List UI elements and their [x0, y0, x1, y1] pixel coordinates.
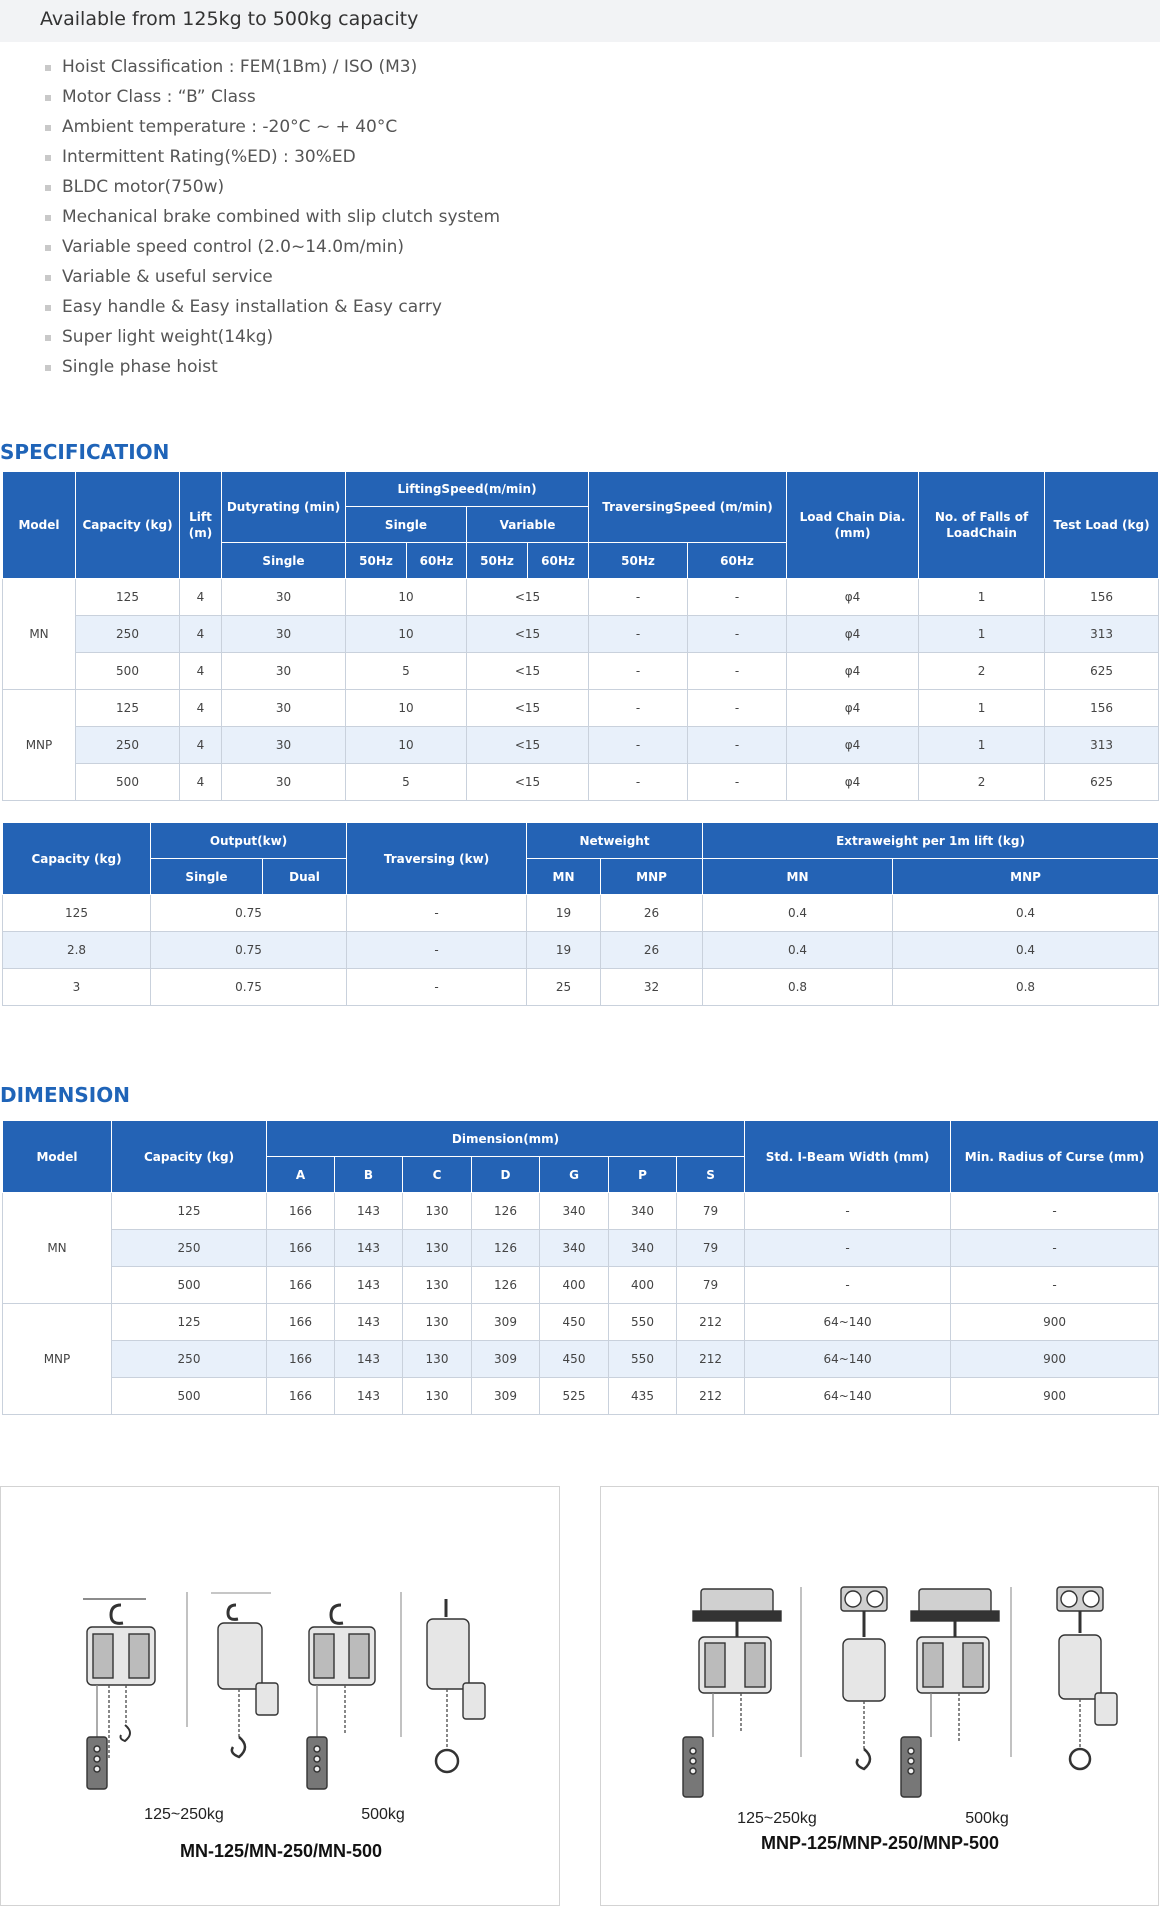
radius-cell: 900	[951, 1378, 1159, 1415]
feature-item	[45, 292, 500, 322]
table-row	[3, 1193, 1159, 1230]
capacity-cell: 500	[112, 1267, 267, 1304]
dutyrating-cell: 30	[222, 653, 346, 690]
table-row	[3, 1304, 1159, 1341]
radius-cell: 900	[951, 1341, 1159, 1378]
feature-item	[45, 112, 500, 142]
dim-a-cell: 166	[267, 1304, 335, 1341]
lifting-variable-cell: <15	[467, 764, 589, 801]
dim-p-cell: 340	[609, 1230, 677, 1267]
header-dim-s: S	[677, 1157, 745, 1193]
traverse-60hz-cell: -	[688, 653, 787, 690]
test-load-cell: 625	[1045, 653, 1159, 690]
table-row	[3, 579, 1159, 616]
dim-s-cell: 79	[677, 1193, 745, 1230]
ibeam-cell: 64~140	[745, 1304, 951, 1341]
dutyrating-cell: 30	[222, 690, 346, 727]
square-bullet-icon	[45, 185, 51, 191]
mn-series-drawing	[0, 1486, 560, 1906]
table-row	[3, 932, 1159, 969]
load-chain-cell: φ4	[787, 579, 919, 616]
load-chain-cell: φ4	[787, 690, 919, 727]
header-load-chain: Load Chain Dia.(mm)	[787, 472, 919, 579]
feature-text: Ambient temperature : -20°C ~ + 40°C	[62, 117, 398, 137]
traverse-50hz-cell: -	[589, 690, 688, 727]
extraweight-mn-cell: 0.8	[703, 969, 893, 1006]
header-dim-b: B	[335, 1157, 403, 1193]
header-lift-single: Single	[346, 507, 467, 543]
traversing-cell: -	[347, 932, 527, 969]
lifting-variable-cell: <15	[467, 727, 589, 764]
dim-a-cell: 166	[267, 1341, 335, 1378]
feature-text: Variable & useful service	[62, 267, 273, 287]
square-bullet-icon	[45, 275, 51, 281]
lift-cell: 4	[180, 690, 222, 727]
model-cell: MNP	[3, 690, 76, 801]
dim-a-cell: 166	[267, 1378, 335, 1415]
load-chain-cell: φ4	[787, 764, 919, 801]
capacity-cell: 125	[112, 1193, 267, 1230]
header-dimension: Dimension(mm)	[267, 1121, 745, 1157]
feature-text: Super light weight(14kg)	[62, 327, 274, 347]
feature-text: Single phase hoist	[62, 357, 218, 377]
header-model: Model	[3, 472, 76, 579]
dim-d-cell: 126	[472, 1230, 540, 1267]
traversing-cell: -	[347, 895, 527, 932]
capacity-cell: 500	[76, 653, 180, 690]
square-bullet-icon	[45, 305, 51, 311]
header-falls: No. of Falls of LoadChain	[919, 472, 1045, 579]
output-weight-table	[2, 822, 1159, 1006]
dim-s-cell: 79	[677, 1230, 745, 1267]
dim-p-cell: 435	[609, 1378, 677, 1415]
header-output-dual: Dual	[263, 859, 347, 895]
square-bullet-icon	[45, 365, 51, 371]
header-lifting-speed: LiftingSpeed(m/min)	[346, 472, 589, 507]
lifting-variable-cell: <15	[467, 690, 589, 727]
dim-d-cell: 126	[472, 1193, 540, 1230]
lifting-single-cell: 10	[346, 579, 467, 616]
lift-cell: 4	[180, 579, 222, 616]
dim-b-cell: 143	[335, 1193, 403, 1230]
capacity-cell: 125	[3, 895, 151, 932]
feature-text: Hoist Classification : FEM(1Bm) / ISO (M3)	[62, 57, 418, 77]
dim-b-cell: 143	[335, 1304, 403, 1341]
radius-cell: -	[951, 1230, 1159, 1267]
capacity-cell: 250	[76, 727, 180, 764]
table-row	[3, 727, 1159, 764]
load-chain-cell: φ4	[787, 616, 919, 653]
feature-item	[45, 232, 500, 262]
falls-cell: 1	[919, 690, 1045, 727]
dim-a-cell: 166	[267, 1193, 335, 1230]
feature-text: Variable speed control (2.0~14.0m/min)	[62, 237, 405, 257]
test-load-cell: 156	[1045, 579, 1159, 616]
table-row	[3, 653, 1159, 690]
header-netweight: Netweight	[527, 823, 703, 859]
feature-text: Motor Class : “B” Class	[62, 87, 256, 107]
header-capacity: Capacity (kg)	[76, 472, 180, 579]
header-lift-single-60hz: 60Hz	[407, 543, 467, 579]
square-bullet-icon	[45, 95, 51, 101]
dim-b-cell: 143	[335, 1341, 403, 1378]
header-traversing-speed: TraversingSpeed (m/min)	[589, 472, 787, 543]
dim-g-cell: 450	[540, 1304, 609, 1341]
falls-cell: 1	[919, 579, 1045, 616]
model-cell: MNP	[3, 1304, 112, 1415]
traverse-50hz-cell: -	[589, 653, 688, 690]
capacity-cell: 500	[112, 1378, 267, 1415]
page-title: Available from 125kg to 500kg capacity	[40, 8, 419, 30]
square-bullet-icon	[45, 65, 51, 71]
dim-p-cell: 340	[609, 1193, 677, 1230]
header-duty-single: Single	[222, 543, 346, 579]
feature-item	[45, 172, 500, 202]
capacity-cell: 250	[112, 1230, 267, 1267]
dim-g-cell: 450	[540, 1341, 609, 1378]
falls-cell: 1	[919, 616, 1045, 653]
header-output-single: Single	[151, 859, 263, 895]
header-lift-single-50hz: 50Hz	[346, 543, 407, 579]
mn-hoist-diagram	[1, 1487, 561, 1907]
feature-text: Mechanical brake combined with slip clutch system	[62, 207, 501, 227]
traverse-60hz-cell: -	[688, 764, 787, 801]
capacity-cell: 500	[76, 764, 180, 801]
mnp-series-drawing	[600, 1486, 1159, 1906]
dim-c-cell: 130	[403, 1341, 472, 1378]
dim-d-cell: 309	[472, 1378, 540, 1415]
dim-p-cell: 550	[609, 1341, 677, 1378]
dim-a-cell: 166	[267, 1267, 335, 1304]
dimension-title: DIMENSION	[0, 1083, 130, 1107]
feature-item	[45, 202, 500, 232]
test-load-cell: 625	[1045, 764, 1159, 801]
load-chain-cell: φ4	[787, 653, 919, 690]
capacity-cell: 125	[112, 1304, 267, 1341]
dim-p-cell: 550	[609, 1304, 677, 1341]
table-row	[3, 1267, 1159, 1304]
feature-item	[45, 322, 500, 352]
traverse-50hz-cell: -	[589, 727, 688, 764]
dim-s-cell: 212	[677, 1304, 745, 1341]
specification-title: SPECIFICATION	[0, 440, 170, 464]
mn-caption: MN-125/MN-250/MN-500	[179, 1841, 383, 1861]
header-output: Output(kw)	[151, 823, 347, 859]
dutyrating-cell: 30	[222, 616, 346, 653]
header-dim-p: P	[609, 1157, 677, 1193]
lift-cell: 4	[180, 616, 222, 653]
mnp-hoist-diagram	[601, 1487, 1160, 1907]
header-extraweight-mn: MN	[703, 859, 893, 895]
traverse-60hz-cell: -	[688, 727, 787, 764]
lift-cell: 4	[180, 653, 222, 690]
lifting-single-cell: 10	[346, 616, 467, 653]
header-capacity: Capacity (kg)	[3, 823, 151, 895]
feature-item	[45, 52, 500, 82]
test-load-cell: 313	[1045, 616, 1159, 653]
dim-c-cell: 130	[403, 1378, 472, 1415]
dim-b-cell: 143	[335, 1267, 403, 1304]
dim-s-cell: 212	[677, 1341, 745, 1378]
netweight-mn-cell: 25	[527, 969, 601, 1006]
header-traverse-60hz: 60Hz	[688, 543, 787, 579]
ibeam-cell: -	[745, 1193, 951, 1230]
large-capacity-label: 500kg	[965, 1810, 1009, 1827]
falls-cell: 2	[919, 653, 1045, 690]
dim-s-cell: 212	[677, 1378, 745, 1415]
square-bullet-icon	[45, 155, 51, 161]
dim-g-cell: 400	[540, 1267, 609, 1304]
netweight-mnp-cell: 26	[601, 895, 703, 932]
table-row	[3, 1378, 1159, 1415]
table-row	[3, 616, 1159, 653]
square-bullet-icon	[45, 245, 51, 251]
feature-item	[45, 262, 500, 292]
output-cell: 0.75	[151, 932, 347, 969]
dim-d-cell: 126	[472, 1267, 540, 1304]
mnp-caption: MNP-125/MNP-250/MNP-500	[760, 1833, 1000, 1853]
extraweight-mn-cell: 0.4	[703, 895, 893, 932]
feature-item	[45, 352, 500, 382]
output-cell: 0.75	[151, 895, 347, 932]
dim-g-cell: 525	[540, 1378, 609, 1415]
header-netweight-mn: MN	[527, 859, 601, 895]
lifting-single-cell: 10	[346, 690, 467, 727]
capacity-cell: 125	[76, 690, 180, 727]
header-model: Model	[3, 1121, 112, 1193]
square-bullet-icon	[45, 335, 51, 341]
test-load-cell: 313	[1045, 727, 1159, 764]
dim-g-cell: 340	[540, 1193, 609, 1230]
lifting-single-cell: 5	[346, 764, 467, 801]
falls-cell: 2	[919, 764, 1045, 801]
netweight-mn-cell: 19	[527, 895, 601, 932]
header-lift: Lift (m)	[180, 472, 222, 579]
feature-item	[45, 82, 500, 112]
dim-p-cell: 400	[609, 1267, 677, 1304]
extraweight-mnp-cell: 0.4	[893, 932, 1159, 969]
feature-item	[45, 142, 500, 172]
table-row	[3, 1341, 1159, 1378]
netweight-mn-cell: 19	[527, 932, 601, 969]
header-dutyrating: Dutyrating (min)	[222, 472, 346, 543]
traverse-60hz-cell: -	[688, 616, 787, 653]
traverse-50hz-cell: -	[589, 616, 688, 653]
specification-table	[2, 471, 1159, 801]
header-dim-c: C	[403, 1157, 472, 1193]
square-bullet-icon	[45, 125, 51, 131]
table-row	[3, 1230, 1159, 1267]
falls-cell: 1	[919, 727, 1045, 764]
header-extraweight-mnp: MNP	[893, 859, 1159, 895]
ibeam-cell: -	[745, 1230, 951, 1267]
ibeam-cell: 64~140	[745, 1341, 951, 1378]
capacity-banner	[0, 0, 1160, 42]
ibeam-cell: -	[745, 1267, 951, 1304]
lift-cell: 4	[180, 764, 222, 801]
header-dim-a: A	[267, 1157, 335, 1193]
feature-text: Intermittent Rating(%ED) : 30%ED	[62, 147, 356, 167]
dim-b-cell: 143	[335, 1378, 403, 1415]
netweight-mnp-cell: 26	[601, 932, 703, 969]
netweight-mnp-cell: 32	[601, 969, 703, 1006]
dim-d-cell: 309	[472, 1304, 540, 1341]
table-row	[3, 895, 1159, 932]
dim-c-cell: 130	[403, 1193, 472, 1230]
feature-list	[45, 52, 500, 382]
dutyrating-cell: 30	[222, 764, 346, 801]
capacity-cell: 2.8	[3, 932, 151, 969]
traverse-60hz-cell: -	[688, 579, 787, 616]
dim-g-cell: 340	[540, 1230, 609, 1267]
lift-cell: 4	[180, 727, 222, 764]
large-capacity-label: 500kg	[361, 1806, 405, 1823]
lifting-single-cell: 5	[346, 653, 467, 690]
dim-d-cell: 309	[472, 1341, 540, 1378]
header-dim-d: D	[472, 1157, 540, 1193]
traverse-50hz-cell: -	[589, 579, 688, 616]
header-radius: Min. Radius of Curse (mm)	[951, 1121, 1159, 1193]
table-row	[3, 690, 1159, 727]
lifting-variable-cell: <15	[467, 579, 589, 616]
radius-cell: -	[951, 1193, 1159, 1230]
radius-cell: -	[951, 1267, 1159, 1304]
lifting-single-cell: 10	[346, 727, 467, 764]
header-lift-variable: Variable	[467, 507, 589, 543]
radius-cell: 900	[951, 1304, 1159, 1341]
header-traversing: Traversing (kw)	[347, 823, 527, 895]
dim-c-cell: 130	[403, 1304, 472, 1341]
traverse-60hz-cell: -	[688, 690, 787, 727]
dim-a-cell: 166	[267, 1230, 335, 1267]
capacity-cell: 250	[112, 1341, 267, 1378]
dim-c-cell: 130	[403, 1267, 472, 1304]
header-ibeam: Std. I-Beam Width (mm)	[745, 1121, 951, 1193]
header-dim-g: G	[540, 1157, 609, 1193]
feature-text: BLDC motor(750w)	[62, 177, 225, 197]
lifting-variable-cell: <15	[467, 653, 589, 690]
traversing-cell: -	[347, 969, 527, 1006]
test-load-cell: 156	[1045, 690, 1159, 727]
lifting-variable-cell: <15	[467, 616, 589, 653]
square-bullet-icon	[45, 215, 51, 221]
load-chain-cell: φ4	[787, 727, 919, 764]
extraweight-mnp-cell: 0.4	[893, 895, 1159, 932]
header-lift-variable-60hz: 60Hz	[528, 543, 589, 579]
output-cell: 0.75	[151, 969, 347, 1006]
header-traverse-50hz: 50Hz	[589, 543, 688, 579]
dutyrating-cell: 30	[222, 727, 346, 764]
dim-s-cell: 79	[677, 1267, 745, 1304]
table-row	[3, 764, 1159, 801]
model-cell: MN	[3, 1193, 112, 1304]
extraweight-mnp-cell: 0.8	[893, 969, 1159, 1006]
ibeam-cell: 64~140	[745, 1378, 951, 1415]
small-capacity-label: 125~250kg	[144, 1806, 224, 1823]
small-capacity-label: 125~250kg	[737, 1810, 817, 1827]
header-netweight-mnp: MNP	[601, 859, 703, 895]
dim-b-cell: 143	[335, 1230, 403, 1267]
header-capacity: Capacity (kg)	[112, 1121, 267, 1193]
capacity-cell: 250	[76, 616, 180, 653]
table-row	[3, 969, 1159, 1006]
header-test-load: Test Load (kg)	[1045, 472, 1159, 579]
dimension-table	[2, 1120, 1159, 1415]
extraweight-mn-cell: 0.4	[703, 932, 893, 969]
header-extraweight: Extraweight per 1m lift (kg)	[703, 823, 1159, 859]
dim-c-cell: 130	[403, 1230, 472, 1267]
feature-text: Easy handle & Easy installation & Easy carry	[62, 297, 442, 317]
dutyrating-cell: 30	[222, 579, 346, 616]
capacity-cell: 125	[76, 579, 180, 616]
model-cell: MN	[3, 579, 76, 690]
traverse-50hz-cell: -	[589, 764, 688, 801]
capacity-cell: 3	[3, 969, 151, 1006]
header-lift-variable-50hz: 50Hz	[467, 543, 528, 579]
